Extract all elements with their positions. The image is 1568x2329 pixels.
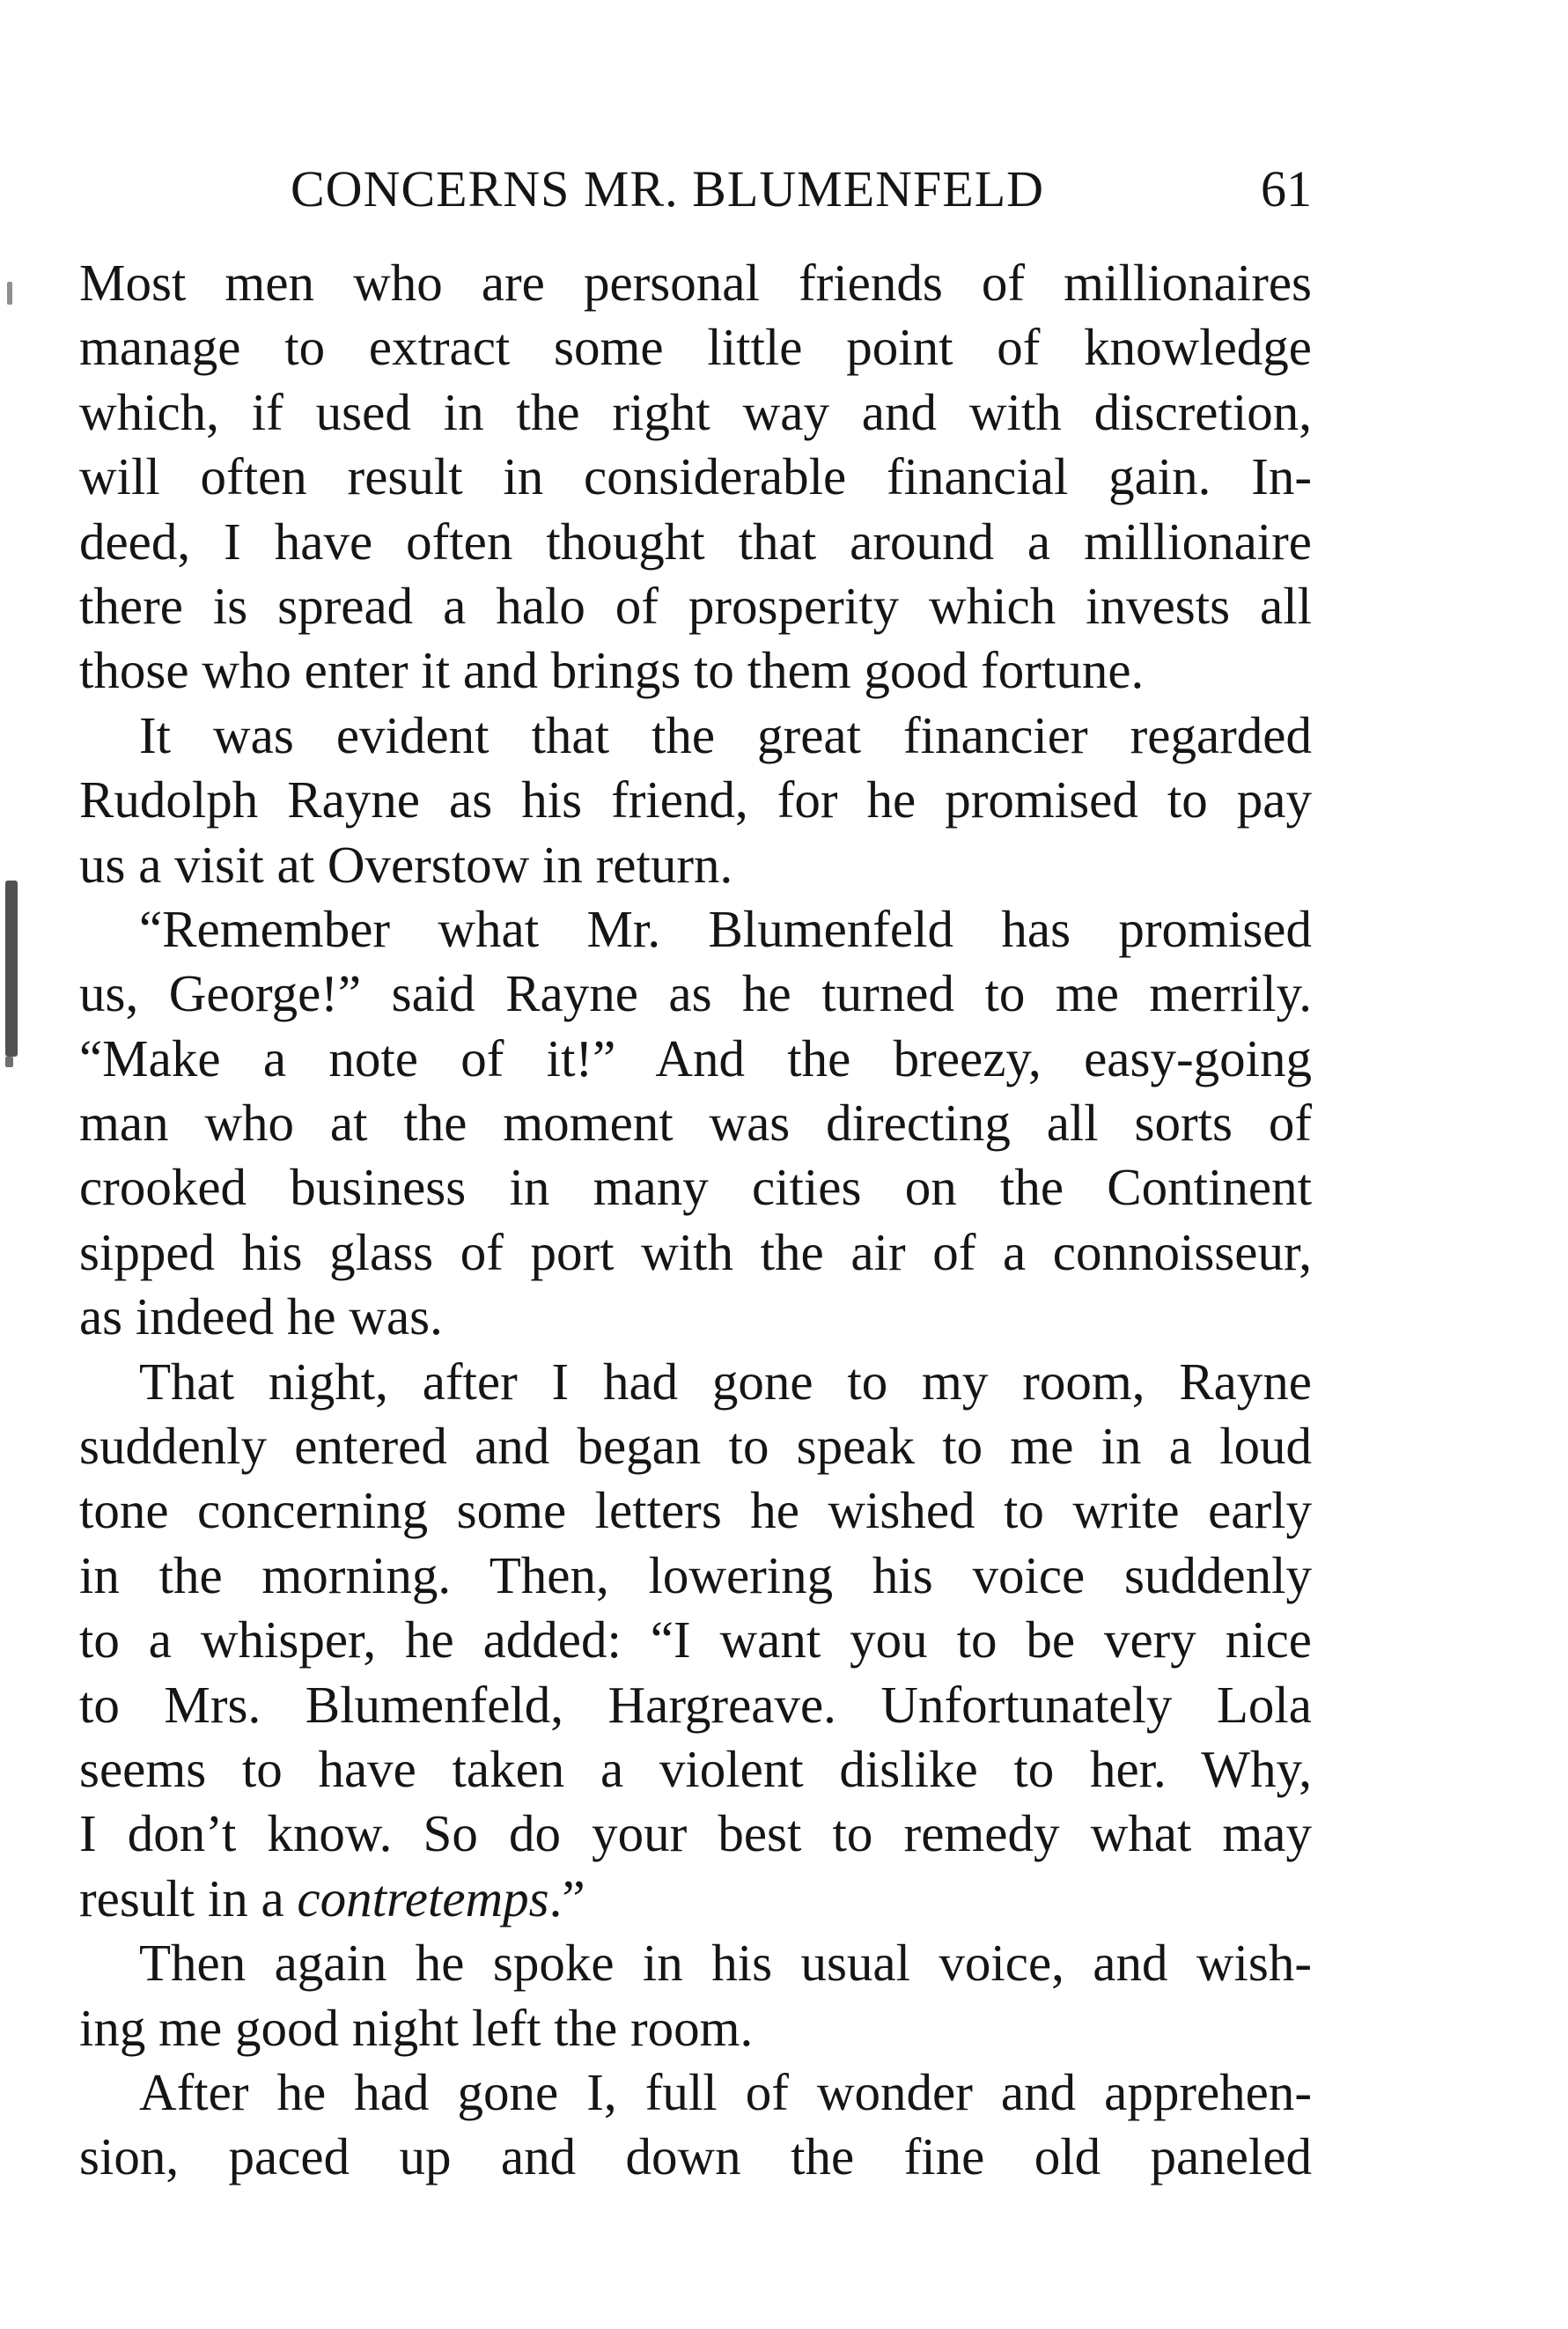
text-line: “Remember what Mr. Blumenfeld has promised xyxy=(139,899,1312,958)
body-text xyxy=(79,251,1312,2190)
running-head xyxy=(79,154,1312,225)
margin-ink-tick xyxy=(7,282,12,305)
text-line: us a visit at Overstow in return. xyxy=(79,835,733,894)
italic-word: contretemps xyxy=(297,1868,549,1927)
text-line: It was evident that the great financier regarded xyxy=(139,705,1312,764)
text-line: “Make a note of it!” And the breezy, easy-going xyxy=(79,1028,1312,1087)
text-line: to Mrs. Blumenfeld, Hargreave. Unfortunately Lola xyxy=(79,1675,1312,1734)
text-line: sion, paced up and down the fine old paneled xyxy=(79,2127,1312,2186)
text-line: That night, after I had gone to my room, Rayne xyxy=(139,1352,1312,1411)
text-line: will often result in considerable financial gain. In- xyxy=(79,447,1312,506)
text-line: in the morning. Then, lowering his voice suddenly xyxy=(79,1545,1312,1604)
text-line: I don’t know. So do your best to remedy what may xyxy=(79,1804,1312,1863)
text-line: which, if used in the right way and with discretion, xyxy=(79,382,1312,441)
margin-ink-speck xyxy=(5,1057,13,1067)
text-line: deed, I have often thought that around a millionaire xyxy=(79,512,1312,571)
text-line: as indeed he was. xyxy=(79,1287,443,1346)
margin-ink-mark xyxy=(5,881,18,1057)
text-line: us, George!” said Rayne as he turned to me merrily. xyxy=(79,964,1312,1023)
text-line: Then again he spoke in his usual voice, and wish- xyxy=(139,1934,1312,1993)
text-line: Most men who are personal friends of millionaires xyxy=(79,254,1312,312)
text-line: After he had gone I, full of wonder and apprehen- xyxy=(139,2062,1312,2121)
page-number: 61 xyxy=(1261,160,1312,217)
text-line: those who enter it and brings to them good fortune. xyxy=(79,641,1145,700)
text-line: man who at the moment was directing all sorts of xyxy=(79,1094,1312,1153)
text-line: tone concerning some letters he wished to write early xyxy=(79,1481,1312,1540)
text-line: sipped his glass of port with the air of a connoisseur, xyxy=(79,1222,1312,1281)
text-line: to a whisper, he added: “I want you to be very nice xyxy=(79,1610,1312,1669)
text-run: result in a xyxy=(79,1868,298,1927)
text-line: seems to have taken a violent dislike to her. Why, xyxy=(79,1739,1312,1798)
text-line xyxy=(79,1867,1312,1931)
text-run: .” xyxy=(548,1868,585,1927)
text-line: there is spread a halo of prosperity which invests all xyxy=(79,576,1312,635)
text-line: manage to extract some little point of knowledge xyxy=(79,318,1312,377)
text-line: suddenly entered and began to speak to me in a loud xyxy=(79,1417,1312,1476)
text-line: Rudolph Rayne as his friend, for he promised to pay xyxy=(79,770,1312,829)
text-line: ing me good night left the room. xyxy=(79,1998,754,2057)
running-title: CONCERNS MR. BLUMENFELD xyxy=(291,160,1045,217)
text-line: crooked business in many cities on the Continent xyxy=(79,1158,1312,1217)
